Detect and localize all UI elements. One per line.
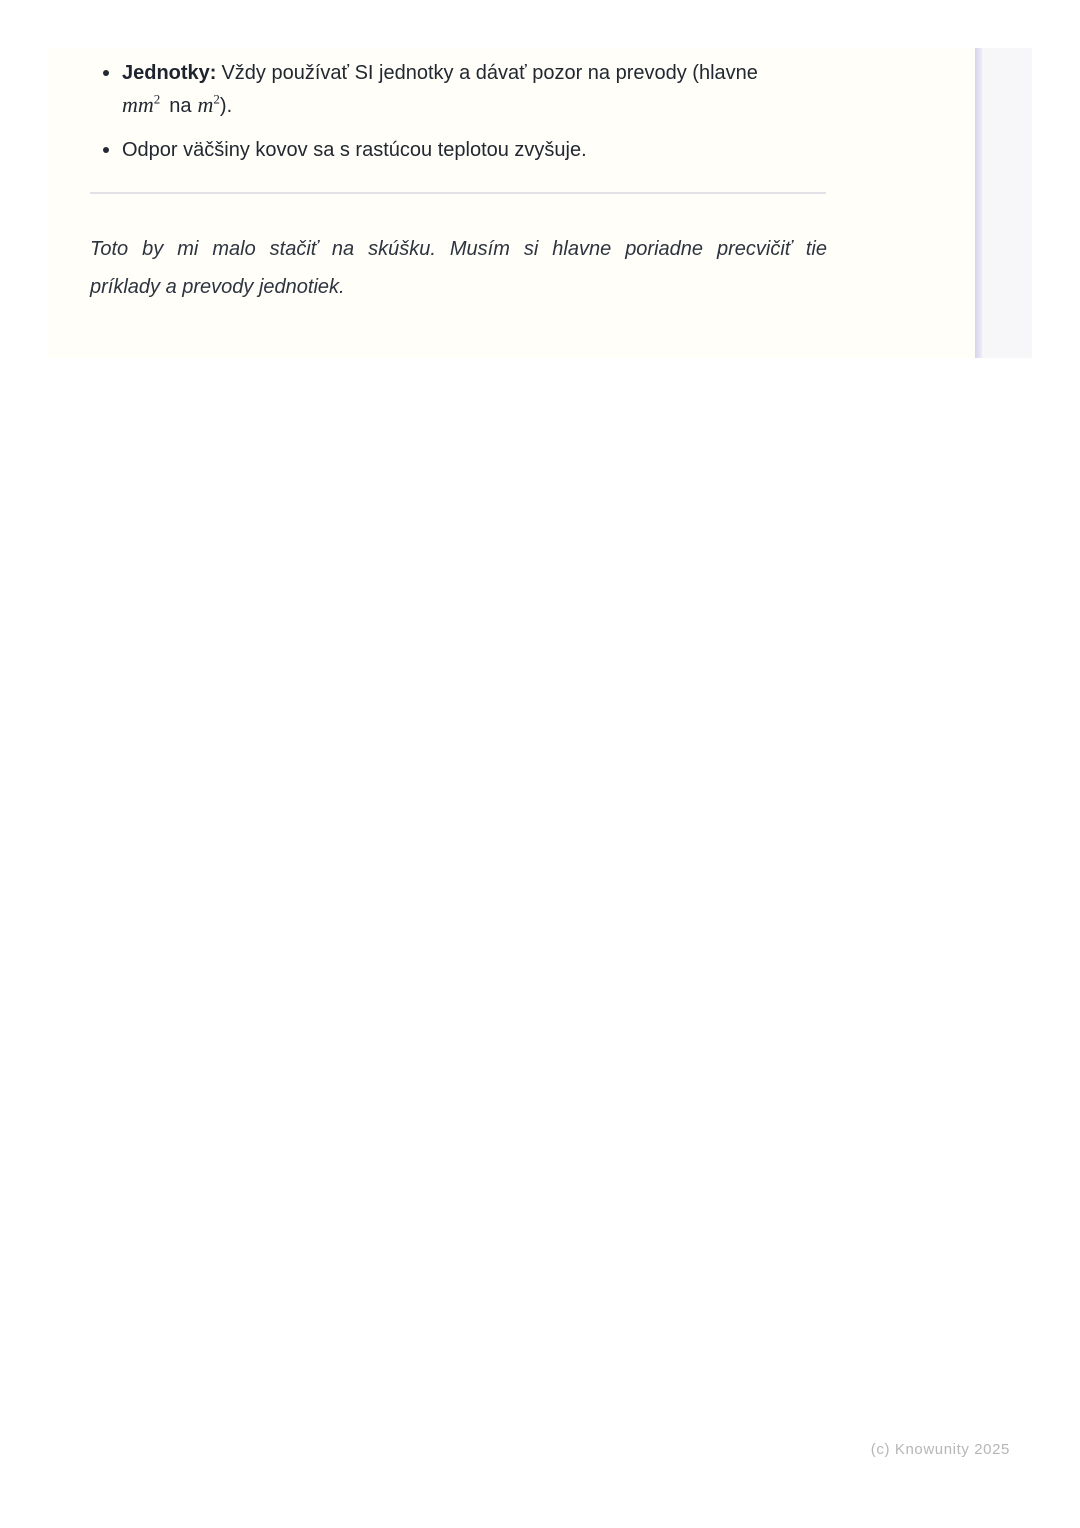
bullet-item-odpor: [90, 134, 827, 166]
bullet-connector: na: [169, 95, 192, 117]
bullet-list: [90, 57, 827, 166]
bullet-term: Jednotky:: [122, 62, 217, 84]
bullet-item-jednotky: [90, 57, 827, 122]
bullet-closing: ).: [219, 95, 233, 117]
remark-line-1: Toto by mi malo stačiť na skúšku. Musím si hlavne poriadne precvičiť tie: [90, 238, 827, 260]
next-page-edge-shadow: [975, 48, 982, 358]
bullet-text: Vždy používať SI jednotky a dávať pozor na prevody (hlavne: [221, 62, 758, 84]
copyright-text: (c) Knowunity 2025: [870, 1441, 1010, 1458]
page-content: [90, 48, 827, 306]
document-page: [47, 48, 975, 358]
next-page-peek: [982, 48, 1032, 358]
math-mm-squared: $mm^2$: [122, 91, 161, 117]
remark-paragraph: [90, 230, 827, 306]
bullet-icon: [103, 70, 109, 76]
math-m-squared: $m^2$: [197, 91, 220, 117]
bullet-text: Odpor väčšiny kovov sa s rastúcou teplotou zvyšuje.: [122, 139, 587, 161]
section-divider: [90, 192, 826, 194]
bullet-icon: [103, 147, 109, 153]
remark-line-2: príklady a prevody jednotiek.: [90, 276, 345, 298]
